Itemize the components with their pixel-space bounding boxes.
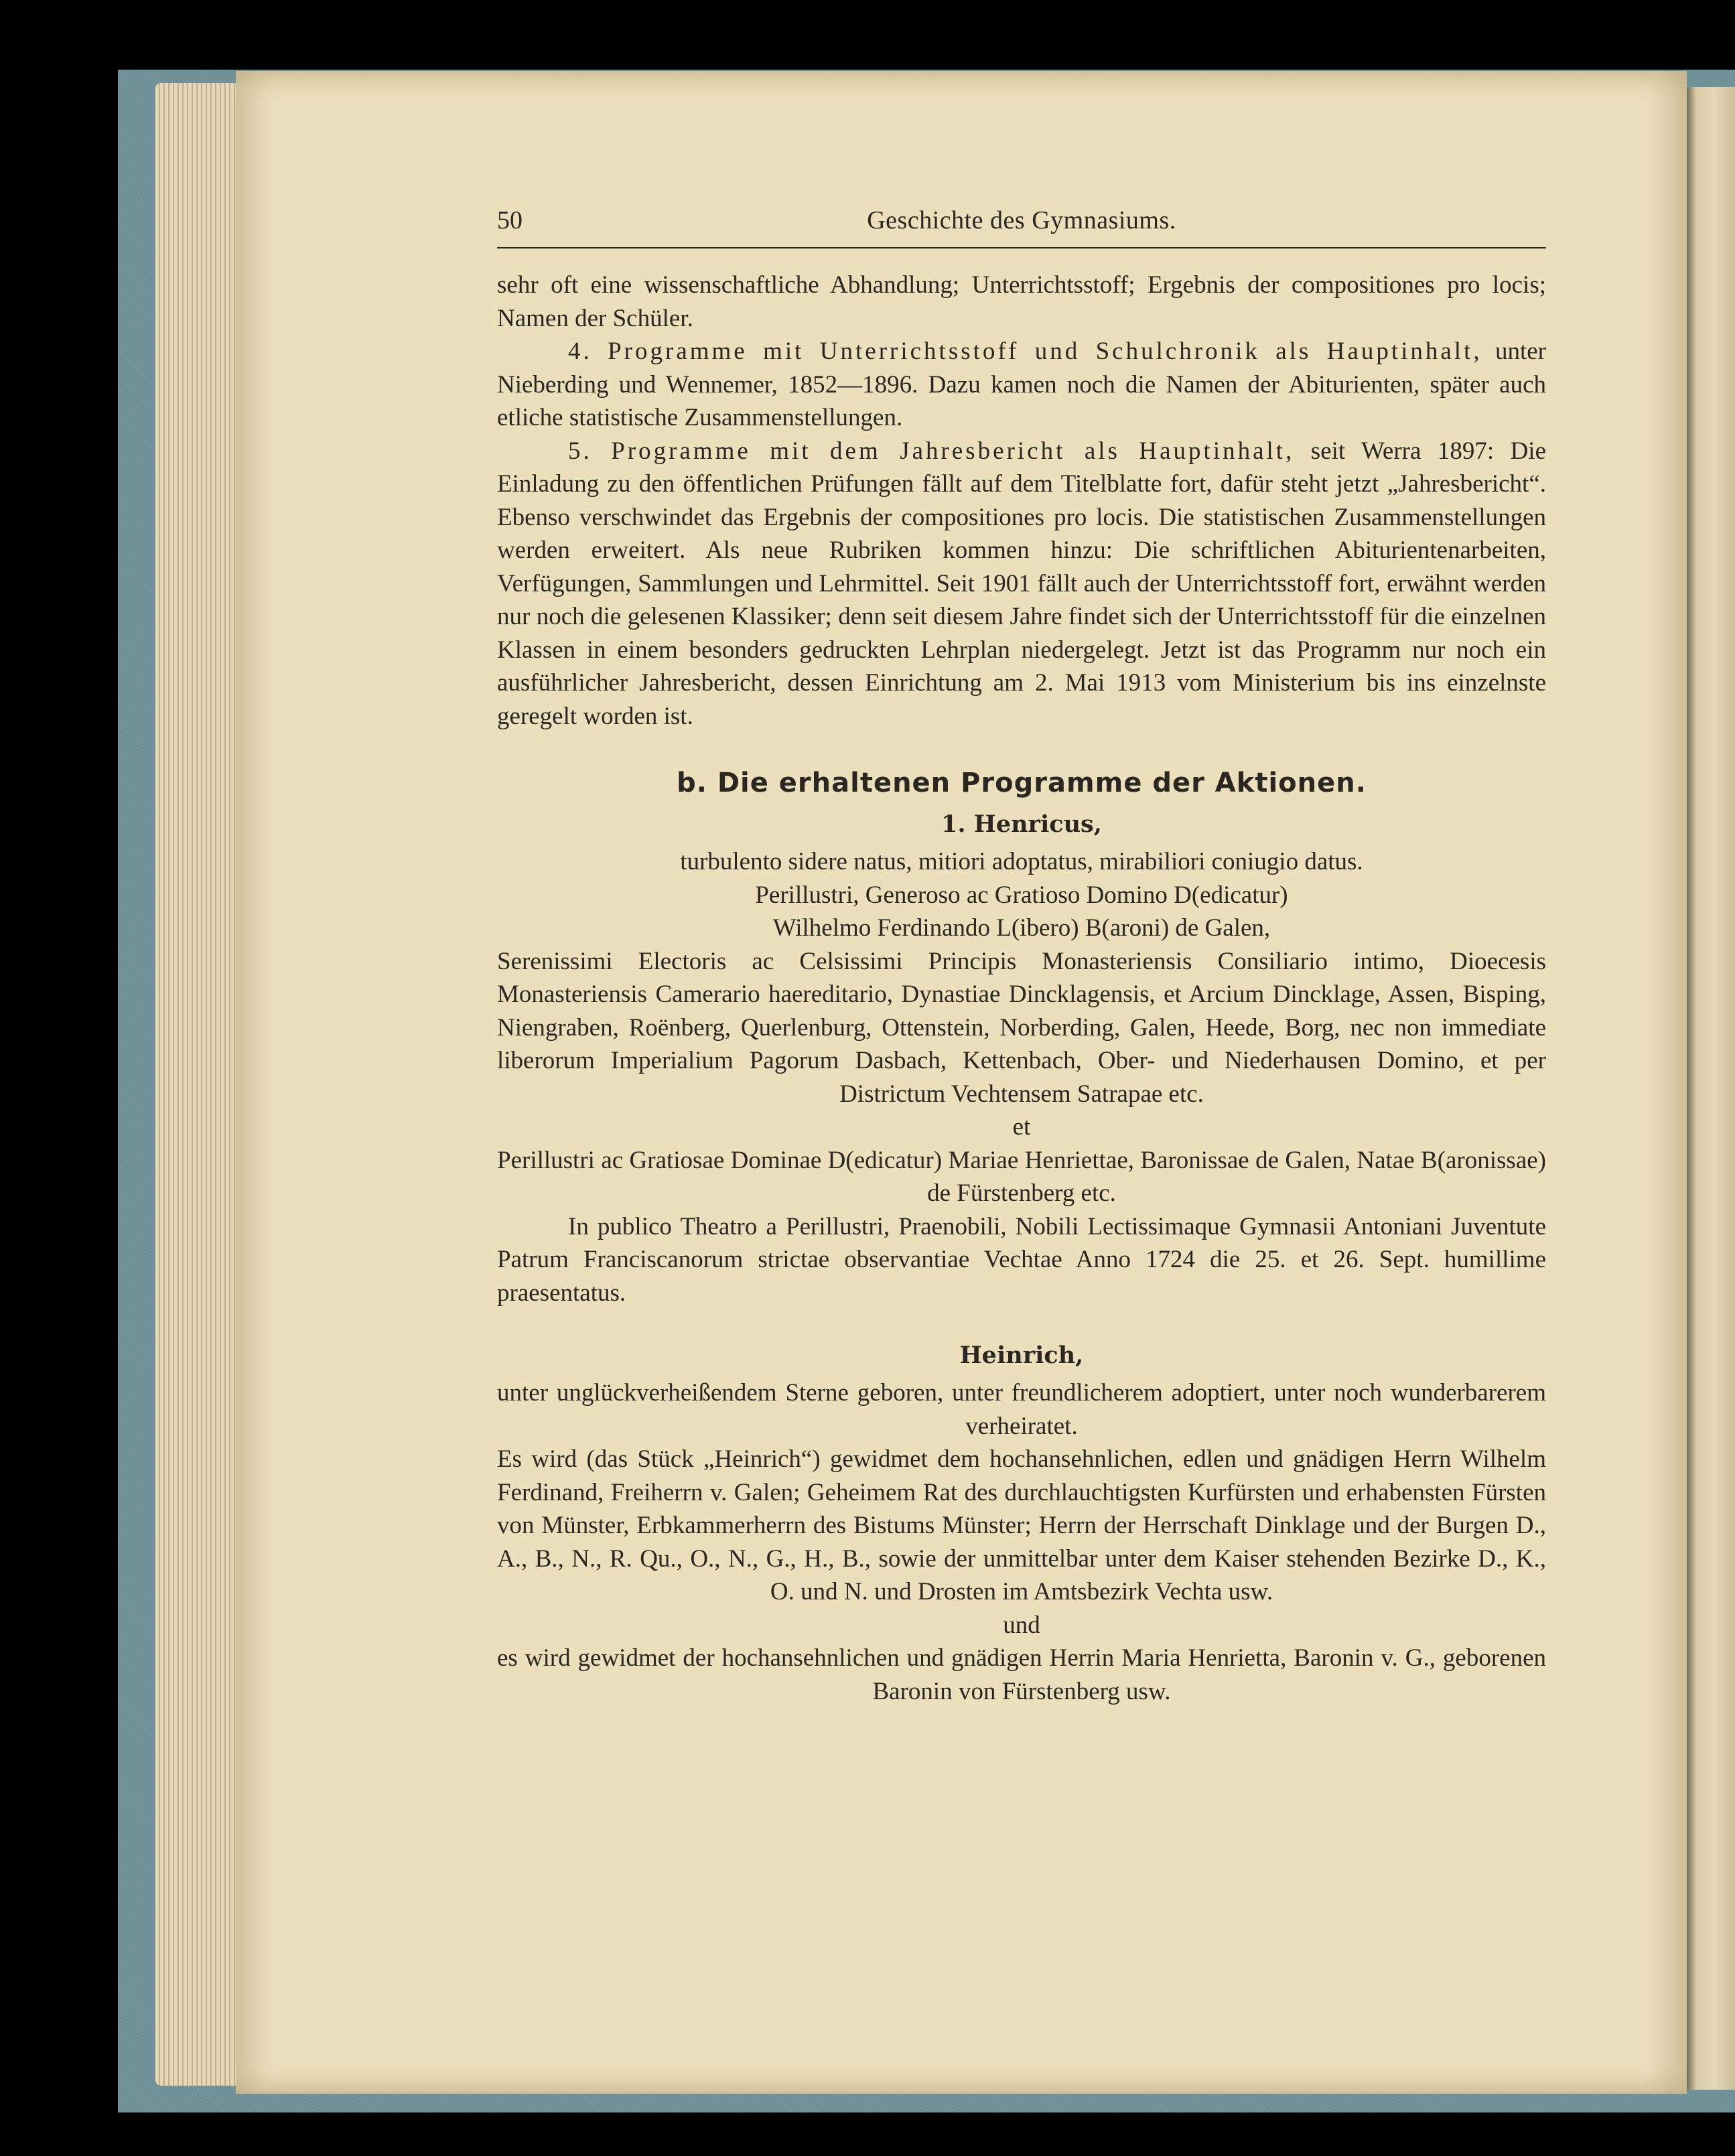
running-header — [497, 204, 1546, 248]
latin-subtitle: turbulento sidere natus, mitiori adoptatus, mirabiliori coniugio datus. — [680, 848, 1363, 875]
latin-theatre-note: In publico Theatro a Perillustri, Praenobili, Nobili Lectissimaque Gymnasii Antoniani Juventute Patrum Franciscanorum strictae observantiae Vechtae Anno 1724 die 25. et 26. Sept. humillime praesentatus. — [497, 1212, 1546, 1307]
page-text — [497, 204, 1546, 1708]
latin-et: et — [1012, 1113, 1031, 1141]
german-und: und — [1003, 1611, 1040, 1639]
item-4-text: unter Nieberding und Wennemer, 1852—1896. Dazu kamen noch die Namen der Abiturienten, später auch etliche statistische Zusammenstellungen. — [497, 338, 1546, 431]
page-number: 50 — [497, 206, 523, 234]
section-heading: b. Die erhaltenen Programme der Aktionen. — [677, 768, 1367, 798]
running-title: Geschichte des Gymnasiums. — [867, 206, 1176, 234]
item-title-henricus: 1. Henricus, — [941, 810, 1102, 838]
latin-dedication-line-1: Perillustri, Generoso ac Gratioso Domino D(edicatur) — [755, 881, 1288, 909]
latin-dedication-line-2: Wilhelmo Ferdinando L(ibero) B(aroni) de Galen, — [772, 914, 1271, 942]
paragraph-item-4 — [497, 335, 1546, 435]
paragraph-item-5 — [497, 435, 1546, 733]
paragraph-continuation: sehr oft eine wissenschaftliche Abhandlung; Unterrichtsstoff; Ergebnis der compositiones pro locis; Namen der Schüler. — [497, 271, 1546, 332]
spacer — [497, 733, 1546, 762]
latin-dedication-titles: Serenissimi Electoris ac Celsissimi Principis Monasteriensis Consiliario intimo, Dioecesis Monasteriensis Camerario haereditario, Dynastiae Dincklagensis, et Arcium Dincklage, Assen, Bisping, Niengraben, Roënberg, Querlenburg, Ottenstein, Norberding, Galen, Heede, Borg, nec non immediate liberorum Imperialium Pagorum Dasbach, Kettenbach, Ober- und Niederhausen Domino, et per Districtum Vechtensem Satrapae etc. — [497, 947, 1546, 1108]
item-4-lead: 4. Programme mit Unterrichtsstoff und Schulchronik als Hauptinhalt, — [568, 338, 1482, 365]
german-subtitle: unter unglückverheißendem Sterne geboren, unter freundlicherem adoptiert, unter noch wunderbarerem verheiratet. — [497, 1379, 1546, 1440]
spacer — [497, 1309, 1546, 1335]
item-5-text: seit Werra 1897: Die Einladung zu den öffentlichen Prüfungen fällt auf dem Titelblatte fort, dafür steht jetzt „Jahresbericht“. Ebenso verschwindet das Ergebnis der compositiones pro locis. Die statistischen Zusammenstellungen werden erweitert. Als neue Rubriken kommen hinzu: Die schriftlichen Abiturientenarbeiten, Verfügungen, Sammlungen und Lehrmittel. Seit 1901 fällt auch der Unterrichtsstoff fort, erwähnt werden nur noch die gelesenen Klassiker; denn seit diesem Jahre findet sich der Unterrichtsstoff für die einzelnen Klassen in einem besonders gedruckten Lehrplan niedergelegt. Jetzt ist das Programm nur noch ein ausführlicher Jahresbericht, dessen Einrichtung am 2. Mai 1913 vom Ministerium bis ins einzelnste geregelt worden ist. — [497, 437, 1546, 730]
german-dedication-herrin: es wird gewidmet der hochansehnlichen und gnädigen Herrin Maria Henrietta, Baronin v. G., geborenen Baronin von Fürstenberg usw. — [497, 1644, 1546, 1705]
german-title-heinrich: Heinrich, — [959, 1342, 1084, 1369]
latin-dedication-domina: Perillustri ac Gratiosae Dominae D(edicatur) Mariae Henriettae, Baronissae de Galen, Natae B(aronissae) de Fürstenberg etc. — [497, 1146, 1546, 1207]
item-5-lead: 5. Programme mit dem Jahresbericht als Hauptinhalt, — [568, 437, 1295, 465]
next-page-edge — [1687, 87, 1735, 2090]
german-dedication: Es wird (das Stück „Heinrich“) gewidmet dem hochansehnlichen, edlen und gnädigen Herrn Wilhelm Ferdinand, Freiherrn v. Galen; Geheimem Rat des durchlauchtigsten Kurfürsten und erhabensten Fürsten von Münster, Erbkammerherrn des Bistums Münster; Herrn der Herrschaft Dinklage und der Burgen D., A., B., N., R. Qu., O., N., G., H., B., sowie der unmittelbar unter dem Kaiser stehenden Bezirke D., K., O. und N. und Drosten im Amtsbezirk Vechta usw. — [497, 1445, 1546, 1605]
